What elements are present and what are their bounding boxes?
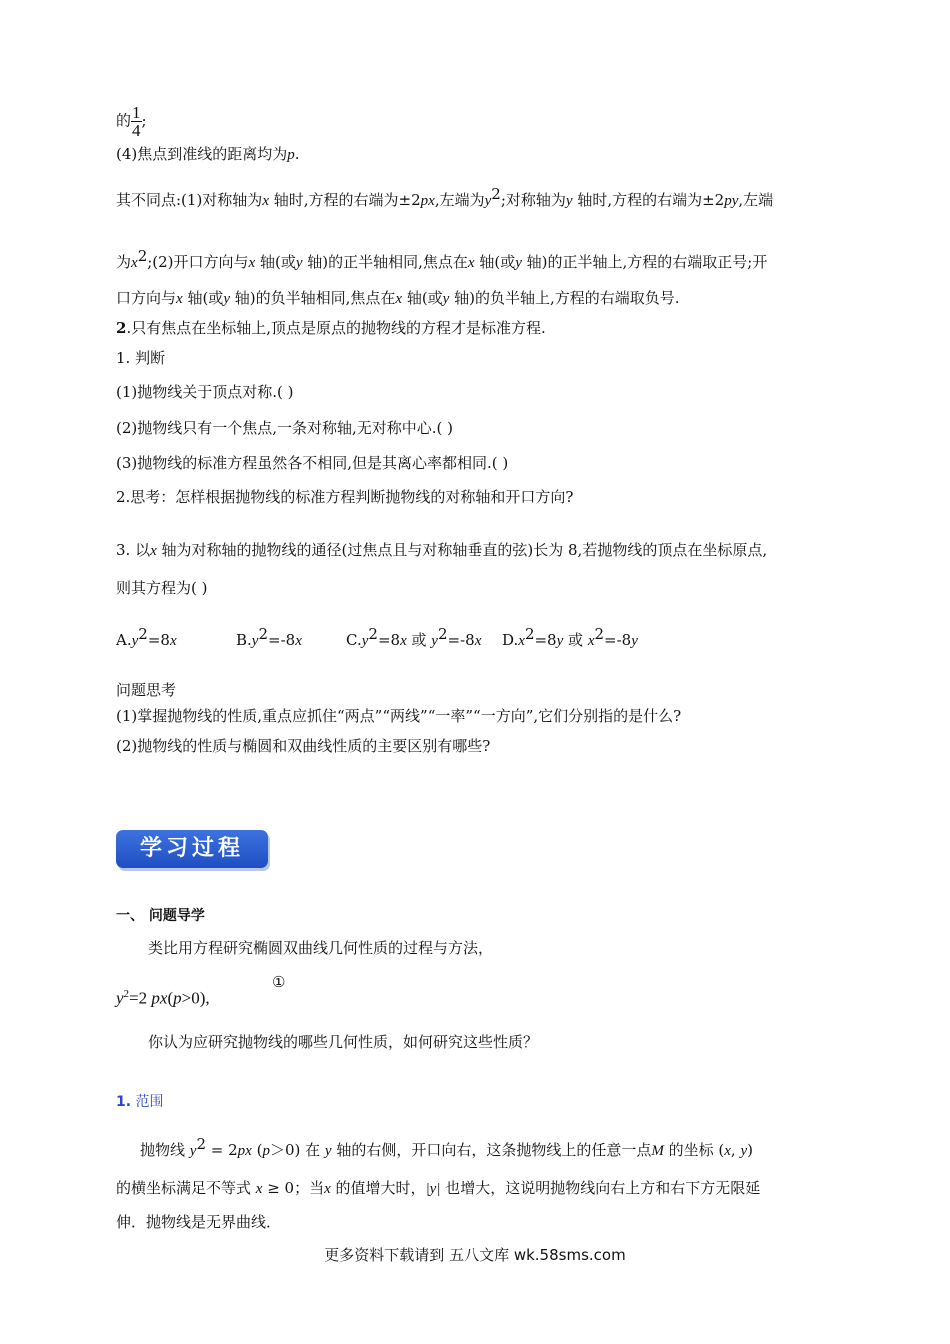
text: 轴为对称轴的抛物线的通径(过焦点且与对称轴垂直的弦)长为 8,若抛物线的顶点在坐标原点, (156, 541, 768, 559)
var: x (400, 633, 407, 649)
text: , (730, 1141, 741, 1159)
superscript: 2 (196, 1135, 206, 1153)
text: 为 (116, 253, 132, 271)
equation-number: ① (272, 973, 286, 991)
var: y (740, 1143, 748, 1159)
var: y (484, 193, 492, 209)
var: x (324, 1181, 331, 1197)
text: 也增大，这说明抛物线向右上方和右下方无限延 (440, 1179, 761, 1197)
var: y (556, 633, 564, 649)
text: 轴)的负半轴上,方程的右端取负号. (449, 289, 680, 307)
thinking-question-2: (2)抛物线的性质与椭圆和双曲线性质的主要区别有哪些? (116, 737, 491, 755)
footer-link[interactable]: 更多资料下载请到 五八文库 wk.58sms.com (324, 1246, 626, 1264)
text: 的值增大时， (330, 1179, 426, 1197)
var: py (724, 193, 739, 209)
text: ;(2)开口方向与 (147, 253, 249, 271)
var: y (324, 1143, 332, 1159)
text: 范围 (131, 1094, 164, 1110)
superscript: 2 (524, 625, 535, 643)
item-number: 2 (116, 319, 127, 337)
superscript: 2 (437, 625, 448, 643)
var: x (248, 255, 256, 271)
text: .只有焦点在坐标轴上,顶点是原点的抛物线的方程才是标准方程. (126, 319, 546, 337)
var: x (131, 255, 138, 271)
text: 轴(或 (474, 253, 516, 271)
var: p (262, 1143, 270, 1159)
text: 的坐标 ( (663, 1141, 725, 1159)
text: ; (141, 111, 147, 130)
text: =8 (147, 631, 170, 649)
var: y (361, 633, 369, 649)
range-paragraph-1 (140, 1135, 753, 1161)
text: ＞0) 在 (269, 1141, 325, 1159)
text: >0), (181, 988, 210, 1008)
text: 的 (116, 111, 132, 130)
intro-paragraph: 类比用方程研究椭圆双曲线几何性质的过程与方法， (148, 939, 494, 957)
superscript: 2 (137, 247, 148, 265)
var: x (176, 291, 183, 307)
var: x (724, 1143, 731, 1159)
text: 或 (563, 631, 588, 649)
options-row (116, 625, 638, 651)
heading-question-thinking: 问题思考 (116, 681, 177, 699)
var: x (169, 633, 177, 649)
text: =-8 (604, 631, 632, 649)
banner-title: 学习过程 (139, 836, 244, 861)
text: =8 (377, 631, 401, 649)
text: =2 (129, 988, 152, 1008)
var: x (295, 633, 302, 649)
text: 其不同点:(1)对称轴为 (116, 191, 263, 209)
fraction-line (116, 104, 147, 139)
range-paragraph-2 (116, 1178, 760, 1199)
text: 或 (406, 631, 432, 649)
text: 轴(或 (182, 289, 224, 307)
superscript: 2 (123, 988, 130, 1000)
section-banner (116, 830, 268, 868)
var: M (651, 1143, 664, 1159)
problem-3 (116, 540, 767, 561)
problem-3-cont: 则其方程为( ) (116, 579, 208, 597)
var: x (395, 291, 403, 307)
paragraph-standard-equation (116, 318, 546, 338)
subsection-range (116, 1092, 164, 1112)
var: x (255, 1181, 263, 1197)
option-b (236, 625, 346, 651)
var: x (474, 633, 482, 649)
var: px (420, 193, 435, 209)
text: =8 (534, 631, 557, 649)
superscript: 2 (368, 625, 378, 643)
var: y (295, 255, 303, 271)
text: (4)焦点到准线的距离均为 (116, 145, 288, 163)
text: ,左端为 (434, 191, 485, 209)
var: x (467, 255, 475, 271)
option-d (502, 625, 638, 651)
var: p (287, 147, 295, 163)
text: 轴)的正半轴相同,焦点在 (302, 253, 468, 271)
var: |y| (425, 1181, 441, 1197)
text: =-8 (447, 631, 475, 649)
text: 抛物线 (140, 1141, 190, 1159)
text: ;对称轴为 (500, 191, 566, 209)
paragraph-differences-2 (116, 247, 768, 273)
text: 轴)的负半轴相同,焦点在 (229, 289, 396, 307)
range-paragraph-3: 伸．抛物线是无界曲线． (116, 1213, 282, 1231)
text: 轴)的正半轴上,方程的右端取正号;开 (521, 253, 768, 271)
var: x (587, 633, 595, 649)
paragraph-differences-3 (116, 288, 680, 309)
text: 轴(或 (255, 253, 296, 271)
text: D. (502, 631, 519, 649)
option-a (116, 625, 236, 651)
var: y (116, 988, 124, 1008)
text: ) (747, 1141, 753, 1159)
text: ( (251, 1141, 263, 1159)
think-question: 2.思考：怎样根据抛物线的标准方程判断抛物线的对称轴和开口方向? (116, 488, 574, 506)
text: ≥ 0；当 (262, 1179, 325, 1197)
text: 轴时,方程的右端为±2 (268, 191, 421, 209)
text: =-8 (268, 631, 296, 649)
fraction (131, 104, 142, 139)
heading-judge: 1. 判断 (116, 349, 166, 367)
var: y (189, 1143, 197, 1159)
text: ( (167, 988, 174, 1008)
var: px (237, 1143, 252, 1159)
option-c (346, 625, 502, 651)
var: y (631, 633, 638, 649)
superscript: 2 (594, 625, 605, 643)
paragraph-differences-1 (116, 185, 774, 211)
text: A. (116, 631, 132, 649)
text: 轴时,方程的右端为±2 (572, 191, 725, 209)
text: 3. 以 (116, 541, 151, 559)
var: x (518, 633, 525, 649)
var: px (151, 988, 168, 1008)
text: 轴(或 (402, 289, 443, 307)
text: = 2 (206, 1141, 238, 1159)
var: y (131, 633, 139, 649)
var: x (150, 543, 157, 559)
text: B. (236, 631, 252, 649)
var: x (262, 193, 269, 209)
thinking-question-1: (1)掌握抛物线的性质,重点应抓住“两点”“两线”“一率”“一方向”,它们分别指的是什么? (116, 707, 682, 725)
var: p (173, 988, 182, 1008)
var: y (515, 255, 522, 271)
var: y (442, 291, 450, 307)
text: 的横坐标满足不等式 (116, 1179, 256, 1197)
superscript: 2 (258, 625, 269, 643)
paragraph-focus-directrix (116, 144, 300, 165)
fraction-denominator: 4 (132, 121, 141, 140)
text: . (294, 145, 300, 163)
superscript: 2 (138, 625, 148, 643)
fraction-numerator: 1 (132, 103, 141, 122)
var: y (251, 633, 259, 649)
question-paragraph: 你认为应研究抛物线的哪些几何性质，如何研究这些性质？ (148, 1033, 539, 1051)
text: ,左端 (738, 191, 774, 209)
parabola-equation (116, 984, 210, 1009)
section-heading-problem-guide: 一、 问题导学 (116, 908, 205, 924)
question-3: (3)抛物线的标准方程虽然各不相同,但是其离心率都相同.( ) (116, 454, 509, 472)
superscript: 2 (491, 185, 501, 203)
text: C. (346, 631, 362, 649)
var: y (565, 193, 573, 209)
item-number: 1. (116, 1094, 132, 1110)
var: y (223, 291, 230, 307)
text: 轴的右侧，开口向右，这条抛物线上的任意一点 (331, 1141, 652, 1159)
text: 口方向与 (116, 289, 177, 307)
var: y (431, 633, 438, 649)
question-1: (1)抛物线关于顶点对称.( ) (116, 383, 294, 401)
question-2: (2)抛物线只有一个焦点,一条对称轴,无对称中心.( ) (116, 419, 454, 437)
